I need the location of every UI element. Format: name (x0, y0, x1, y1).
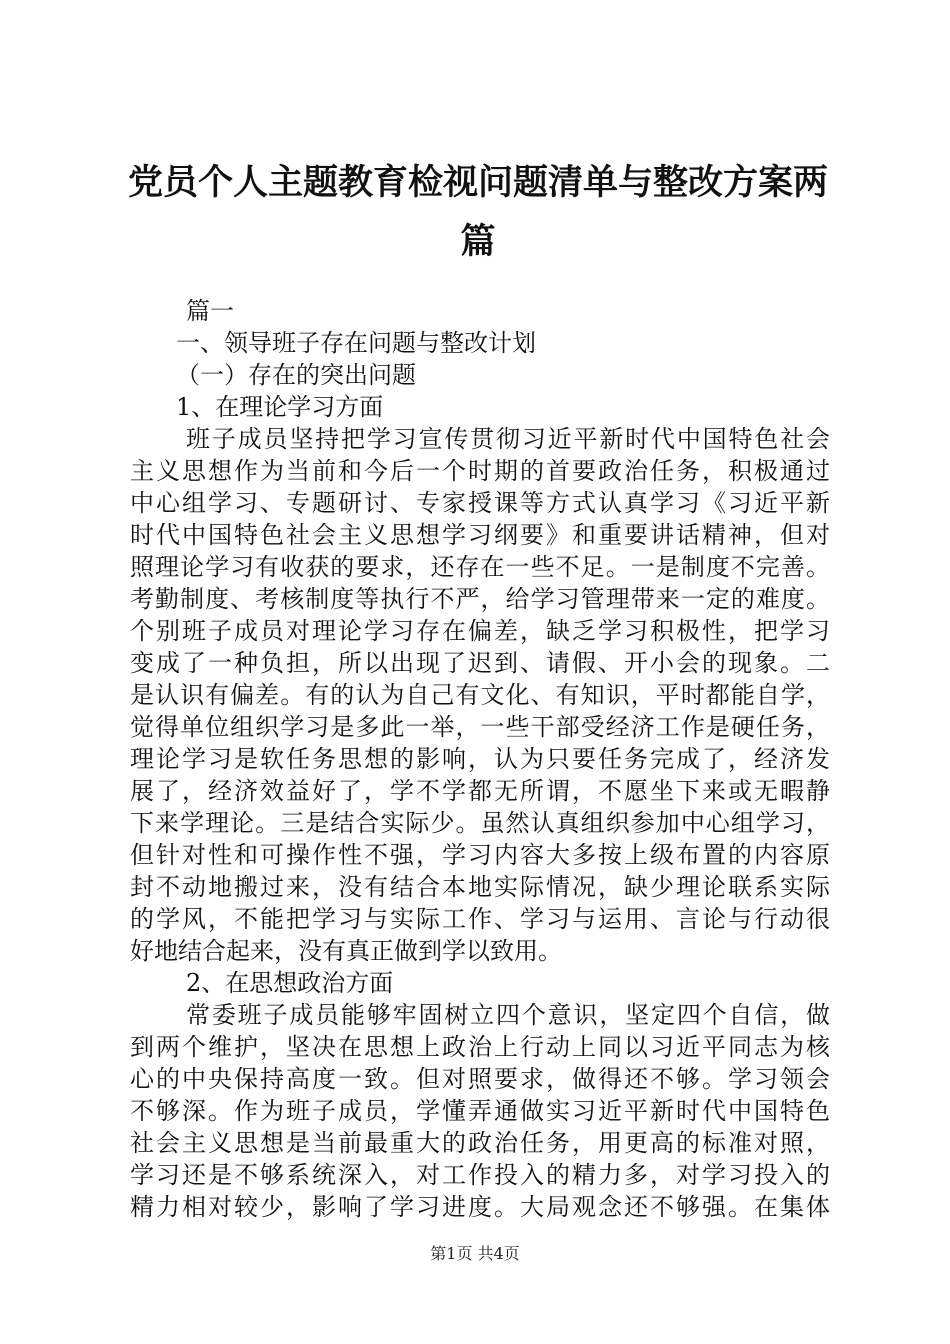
page-footer: 第1页 共4页 (430, 1244, 520, 1263)
body-line: 照理论学习有收获的要求，还存在一些不足。一是制度不完善。 (130, 553, 830, 581)
body-line: 1、在理论学习方面 (176, 393, 384, 421)
body-line: 2、在思想政治方面 (186, 969, 394, 997)
body-line: 心的中央保持高度一致。但对照要求，做得还不够。学习领会 (130, 1065, 830, 1093)
body-line: 变成了一种负担，所以出现了迟到、请假、开小会的现象。二 (130, 649, 830, 677)
document-body (130, 295, 830, 1223)
body-line: 到两个维护，坚决在思想上政治上行动上同以习近平同志为核 (130, 1033, 830, 1061)
body-line: 理论学习是软任务思想的影响，认为只要任务完成了，经济发 (130, 745, 830, 773)
body-line: 下来学理论。三是结合实际少。虽然认真组织参加中心组学习， (130, 809, 830, 837)
body-line: 考勤制度、考核制度等执行不严，给学习管理带来一定的难度。 (130, 585, 830, 613)
body-line: （一）存在的突出问题 (176, 361, 416, 389)
body-line: 社会主义思想是当前最重大的政治任务，用更高的标准对照， (130, 1129, 830, 1157)
body-line: 好地结合起来，没有真正做到学以致用。 (130, 937, 562, 965)
body-line: 觉得单位组织学习是多此一举，一些干部受经济工作是硬任务， (130, 713, 830, 741)
body-line: 的学风，不能把学习与实际工作、学习与运用、言论与行动很 (130, 905, 830, 933)
body-line: 时代中国特色社会主义思想学习纲要》和重要讲话精神，但对 (130, 521, 830, 549)
body-line: 学习还是不够系统深入，对工作投入的精力多，对学习投入的 (130, 1161, 830, 1189)
body-line: 班子成员坚持把学习宣传贯彻习近平新时代中国特色社会 (186, 425, 830, 453)
body-line: 不够深。作为班子成员，学懂弄通做实习近平新时代中国特色 (130, 1097, 830, 1125)
body-line: 但针对性和可操作性不强，学习内容大多按上级布置的内容原 (130, 841, 830, 869)
body-line: 主义思想作为当前和今后一个时期的首要政治任务，积极通过 (130, 457, 830, 485)
document-title-line-1: 党员个人主题教育检视问题清单与整改方案两 (128, 162, 829, 203)
body-line: 常委班子成员能够牢固树立四个意识，坚定四个自信，做 (186, 1001, 830, 1029)
body-line: 一、领导班子存在问题与整改计划 (176, 329, 536, 357)
body-line: 中心组学习、专题研讨、专家授课等方式认真学习《习近平新 (130, 489, 830, 517)
body-line: 篇一 (186, 297, 234, 325)
body-line: 封不动地搬过来，没有结合本地实际情况，缺少理论联系实际 (130, 873, 830, 901)
body-line: 个别班子成员对理论学习存在偏差，缺乏学习积极性，把学习 (130, 617, 830, 645)
body-line: 精力相对较少，影响了学习进度。大局观念还不够强。在集体 (130, 1193, 830, 1221)
body-line: 是认识有偏差。有的认为自己有文化、有知识，平时都能自学， (130, 681, 830, 709)
body-line: 展了，经济效益好了，学不学都无所谓，不愿坐下来或无暇静 (130, 777, 830, 805)
document-title-line-2: 篇 (460, 221, 496, 262)
